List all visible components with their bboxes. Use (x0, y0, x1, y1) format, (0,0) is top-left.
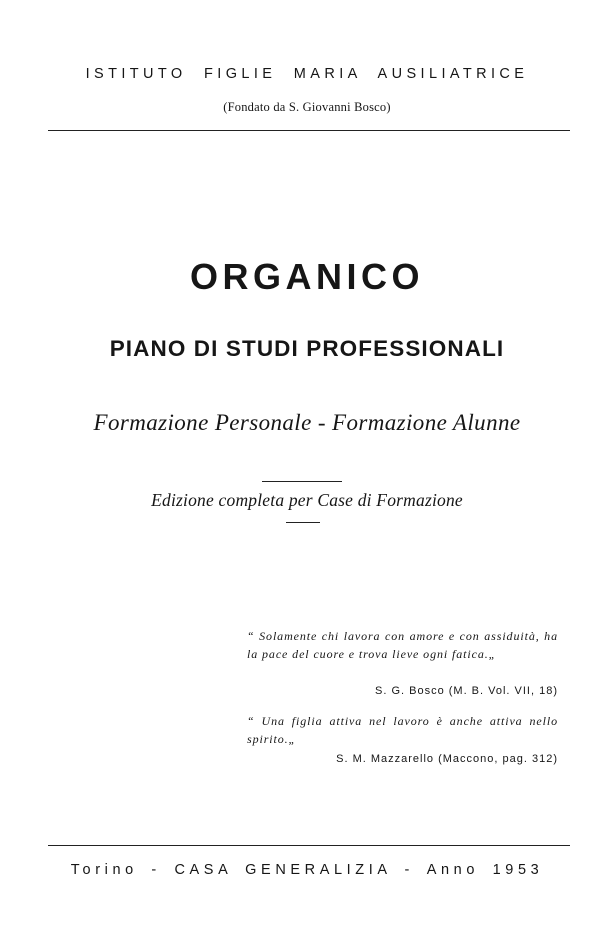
institute-name: ISTITUTO FIGLIE MARIA AUSILIATRICE (85, 66, 529, 82)
document-title: ORGANICO (190, 256, 424, 297)
edition-note: Edizione completa per Case di Formazione (151, 490, 463, 510)
short-divider-bottom (286, 522, 320, 523)
quote-mazzarello-attribution: S. M. Mazzarello (Maccono, pag. 312) (336, 753, 558, 765)
founded-by-note: (Fondato da S. Giovanni Bosco) (223, 100, 391, 114)
formation-line: Formazione Personale - Formazione Alunne (93, 410, 521, 435)
quote-bosco-text: “ Solamente chi lavora con amore e con assiduità, ha la pace del cuore e trova lieve ogni fatica.„ (247, 629, 558, 661)
footer-divider (48, 845, 570, 846)
short-divider-top (262, 481, 342, 482)
publication-footer: Torino - CASA GENERALIZIA - Anno 1953 (70, 862, 544, 878)
header-divider (48, 130, 570, 131)
quote-mazzarello-text: “ Una figlia attiva nel lavoro è anche attiva nello spirito.„ (247, 714, 558, 746)
quote-bosco-attribution: S. G. Bosco (M. B. Vol. VII, 18) (375, 685, 558, 697)
document-subtitle: PIANO DI STUDI PROFESSIONALI (109, 336, 505, 361)
